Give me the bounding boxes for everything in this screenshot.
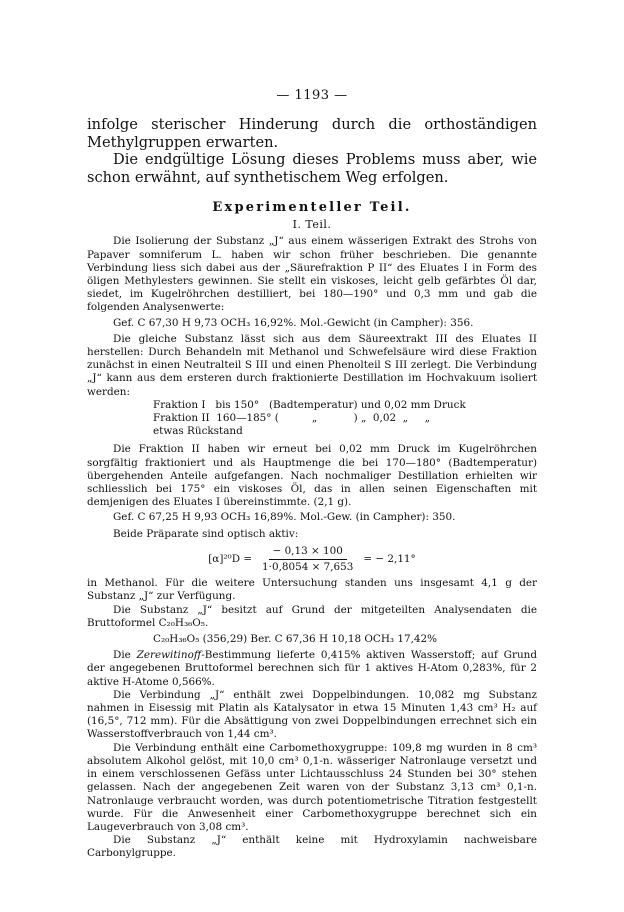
optical-rotation-equation: [87, 545, 537, 574]
zerewitinoff-rest: -Bestimmung lieferte 0,415% aktiven Wasserstoff; auf Grund der angegebenen Bruttoformel berechnen sich für 1 aktives H-Atom 0,283%, für 2 aktive H-Atome 0,566%.: [87, 649, 537, 688]
formula-calculation: C₂₀H₃₆O₅ (356,29) Ber. C 67,36 H 10,18 OCH₃ 17,42%: [153, 633, 437, 646]
section-heading: Experimenteller Teil.: [212, 200, 412, 216]
intro-paragraph-1: infolge sterischer Hinderung durch die orthoständigen Methylgruppen erwarten.: [87, 116, 537, 151]
fraction-residue: etwas Rückstand: [153, 425, 243, 438]
fraction-2: Fraktion II 160—185° ( „ ) „ 0,02 „ „: [153, 412, 430, 425]
rotation-numerator: − 0,13 × 100: [269, 545, 347, 560]
experimental-text: [87, 235, 537, 860]
analysis-result-2: Gef. C 67,25 H 9,93 OCH₃ 16,89%. Mol.-Gew. (in Campher): 350.: [113, 511, 456, 524]
page-number: — 1193 —: [276, 88, 348, 103]
rotation-lhs: [α]²⁰D =: [208, 552, 253, 565]
intro-paragraph-2: Die endgültige Lösung dieses Problems muss aber, wie schon erwähnt, auf synthetischem Weg erfolgen.: [87, 151, 537, 186]
rotation-rhs: = − 2,11°: [363, 552, 416, 565]
rotation-fraction: [258, 545, 357, 574]
paragraph-formula: Die Substanz „J“ besitzt auf Grund der mitgeteilten Analysendaten die Bruttoformel C₂₀H₃₆O₅.: [87, 603, 537, 629]
paragraph-optical: Beide Präparate sind optisch aktiv:: [113, 527, 299, 540]
analysis-result-1: Gef. C 67,30 H 9,73 OCH₃ 16,92%. Mol.-Gewicht (in Campher): 356.: [113, 316, 474, 329]
paragraph-isolation: Die Isolierung der Substanz „J“ aus einem wässerigen Extrakt des Strohs von Papaver somniferum L. haben wir schon früher beschrieben. Die genannte Verbindung liess sich dabei aus der „Säurefraktion P II“ des Eluates I in Form des öligen Methylesters gewinnen. Sie stellt ein viskoses, leicht gelb gefärbtes Öl dar, siedet, im Kugelröhrchen destilliert, bei 180—190° und 0,3 mm und gab die folgenden Analysenwerte:: [87, 235, 537, 314]
fraction-list: [87, 399, 537, 439]
intro-text: [87, 116, 537, 186]
paragraph-carbomethoxy: Die Verbindung enthält eine Carbomethoxygruppe: 109,8 mg wurden in 8 cm³ absolutem Alkohol gelöst, mit 10,0 cm³ 0,1-n. wässeriger Natronlauge versetzt und in einem verschlossenen Gefäss unter Lichtausschluss 24 Stunden bei 30° stehen gelassen. Nach der angegebenen Zeit waren von der Substanz 3,13 cm³ 0,1-n. Natronlauge verbraucht worden, was durch potentiometrische Titration festgestellt wurde. Für die Anwesenheit einer Carbomethoxygruppe berechnet sich ein Laugeverbrauch von 3,08 cm³.: [87, 741, 537, 833]
fraction-1: Fraktion I bis 150° (Badtemperatur) und 0,02 mm Druck: [153, 398, 466, 411]
zerewitinoff-name: Zerewitinoff: [136, 649, 202, 662]
paragraph-carbonyl: Die Substanz „J“ enthält keine mit Hydroxylamin nachweisbare Carbonylgruppe.: [87, 834, 537, 860]
paragraph-zerewitinoff: [87, 649, 537, 689]
paragraph-distillation: Die Fraktion II haben wir erneut bei 0,02 mm Druck im Kugelröhrchen sorgfältig fraktioniert und als Hauptmenge die bei 170—180° (Badtemperatur) übergehenden Anteile aufgefangen. Nach nochmaliger Destillation erhielten wir schliesslich bei 175° ein viskoses Öl, das in allen seinen Eigenschaften mit demjenigen des Eluates I übereinstimmte. (2,1 g).: [87, 443, 537, 509]
rotation-denominator: 1·0,8054 × 7,653: [262, 561, 354, 574]
paragraph-hydrogenation: Die Verbindung „J“ enthält zwei Doppelbindungen. 10,082 mg Substanz nahmen in Eisessig mit Platin als Katalysator in etwa 15 Minuten 1,43 cm³ H₂ auf (16,5°, 712 mm). Für die Absättigung von zwei Doppelbindungen errechnet sich ein Wasserstoffverbrauch von 1,44 cm³.: [87, 688, 537, 741]
zerewitinoff-lead: Die: [113, 649, 131, 662]
page-body: [87, 116, 537, 861]
paragraph-preparation: Die gleiche Substanz lässt sich aus dem Säureextrakt III des Eluates II herstellen: Durch Behandeln mit Methanol und Schwefelsäure wird diese Fraktion zunächst in einen Neutralteil S III und einen Phenolteil S III zerlegt. Die Verbindung „J“ kann aus dem ersteren durch fraktionierte Destillation im Hochvakuum isoliert werden:: [87, 332, 537, 398]
paragraph-methanol: in Methanol. Für die weitere Untersuchung standen uns insgesamt 4,1 g der Substanz „J“ zur Verfügung.: [87, 577, 537, 603]
section-subheading: I. Teil.: [292, 218, 332, 232]
